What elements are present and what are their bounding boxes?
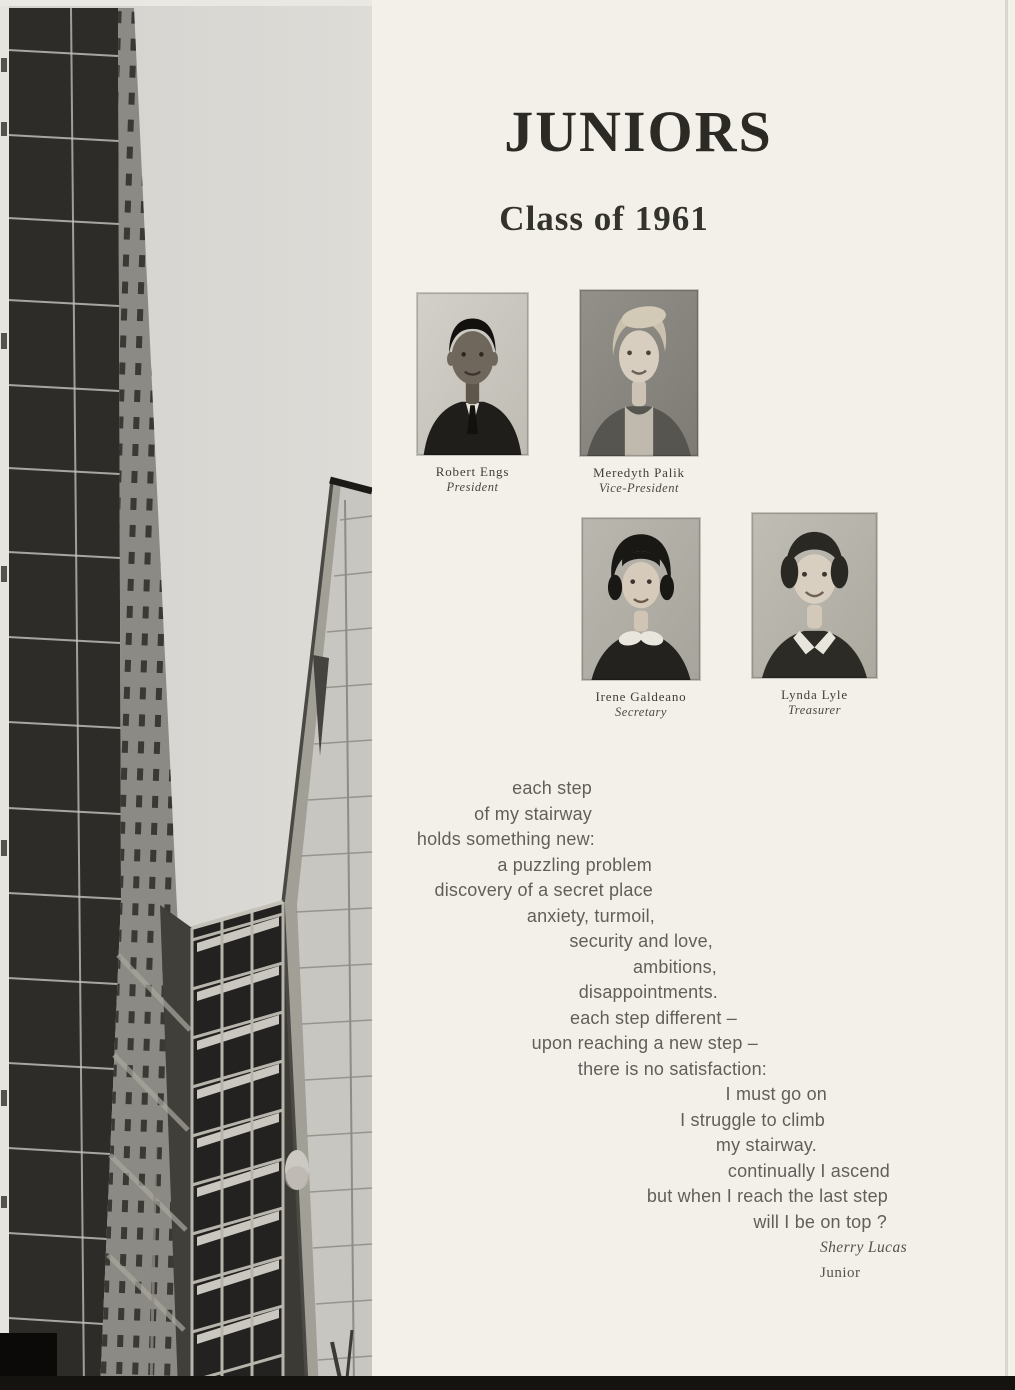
poem-line: discovery of a secret place	[434, 880, 653, 900]
buildings-photo-graphic	[0, 0, 372, 1390]
poem-line: my stairway.	[715, 1135, 817, 1155]
officer-portrait-photo	[417, 293, 528, 455]
officer-name: Meredyth Palik	[593, 465, 685, 480]
officer-portrait-photo	[582, 518, 700, 680]
officer-role: Treasurer	[788, 703, 841, 717]
officer-role: Secretary	[615, 705, 667, 719]
officer-figure-treasurer	[752, 513, 877, 717]
officer-name: Robert Engs	[435, 464, 510, 479]
poem-line: continually I ascend	[727, 1160, 890, 1181]
page-edge-shadow	[1005, 0, 1008, 1390]
officer-role: President	[446, 480, 499, 494]
poem-line: of my stairway	[474, 803, 592, 824]
page-title: JUNIORS	[504, 99, 773, 164]
officer-figure-vice-president	[580, 290, 698, 495]
poem-line: ambitions,	[632, 956, 717, 977]
poem-line: each step	[512, 778, 592, 798]
officer-role: Vice-President	[599, 481, 679, 495]
poem-line: I struggle to climb	[680, 1109, 825, 1130]
scan-bottom-edge	[0, 1376, 1015, 1390]
poem-line: upon reaching a new step –	[531, 1033, 758, 1053]
poem-line: will I be on top ?	[753, 1211, 887, 1232]
poem-attribution	[820, 1238, 907, 1283]
portrait-irene-galdeano	[582, 518, 700, 680]
poem-line: anxiety, turmoil,	[526, 905, 655, 926]
portrait-meredyth-palik	[580, 290, 698, 456]
officer-figure-secretary	[582, 518, 700, 719]
poem-line: a puzzling problem	[497, 854, 652, 875]
poem-line: security and love,	[569, 931, 713, 951]
page-subtitle: Class of 1961	[499, 199, 709, 238]
poem-line: holds something new:	[416, 829, 595, 849]
campus-buildings-photo	[0, 0, 372, 1390]
officer-name: Lynda Lyle	[781, 687, 848, 702]
poem-line: but when I reach the last step	[646, 1186, 888, 1206]
officer-portrait-photo	[580, 290, 698, 456]
poem	[372, 776, 895, 1235]
poem-line: each step different –	[570, 1007, 737, 1028]
poem-line: I must go on	[725, 1084, 827, 1104]
poem-author: Sherry Lucas	[820, 1239, 908, 1256]
portrait-lynda-lyle	[752, 513, 877, 678]
poem-author-class: Junior	[820, 1265, 861, 1281]
poem-line: disappointments.	[578, 982, 718, 1002]
officer-portrait-photo	[752, 513, 877, 678]
poem-line: there is no satisfaction:	[577, 1058, 767, 1079]
officer-figure-president	[417, 293, 528, 494]
officer-name: Irene Galdeano	[595, 689, 687, 704]
portrait-robert-engs	[417, 293, 528, 455]
